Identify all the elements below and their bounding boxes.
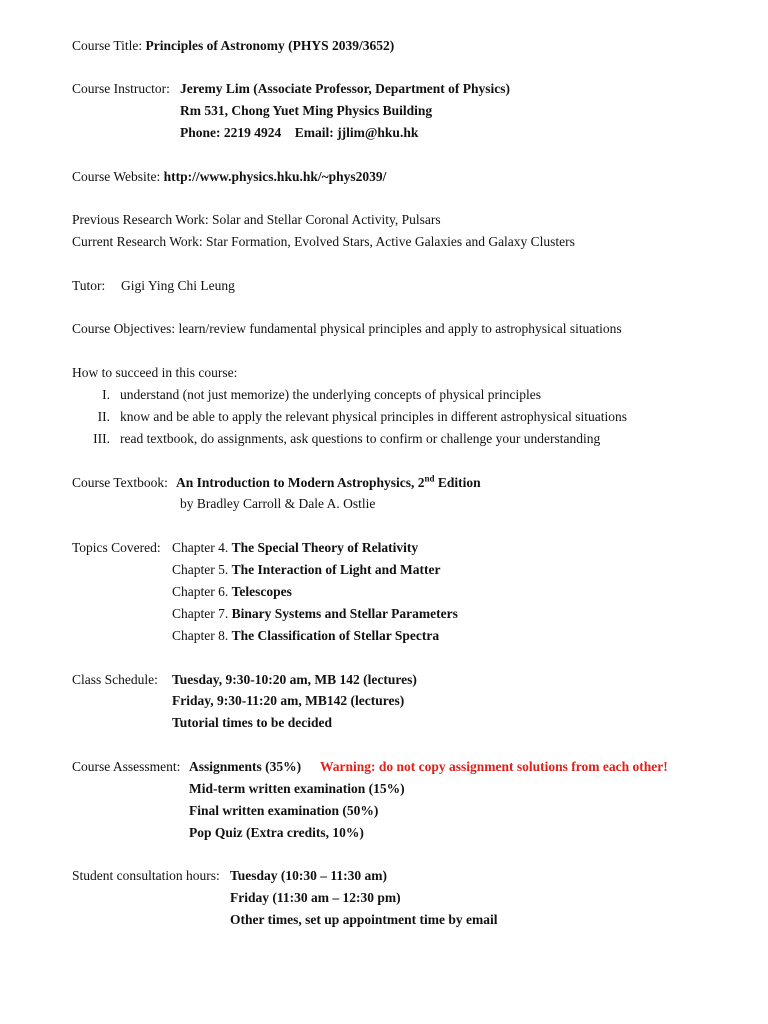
objectives-value: learn/review fundamental physical principles and apply to astrophysical situations	[178, 321, 622, 336]
topic-title: The Special Theory of Relativity	[231, 540, 419, 555]
list-text: know and be able to apply the relevant physical principles in different astrophysical situations	[120, 409, 627, 424]
assessment-line: Assignments (35%)	[189, 759, 302, 774]
topic-item	[172, 539, 418, 557]
consultation-line: Friday (11:30 am – 12:30 pm)	[230, 890, 401, 905]
topic-chapter: Chapter 7.	[172, 606, 229, 621]
topic-chapter: Chapter 6.	[172, 584, 229, 599]
objectives-row	[72, 320, 622, 338]
textbook-edition-sup: nd	[424, 473, 435, 484]
topic-chapter: Chapter 8.	[172, 628, 229, 643]
instructor-label: Course Instructor:	[72, 81, 170, 96]
topic-item	[172, 627, 439, 645]
topic-chapter: Chapter 4.	[172, 540, 229, 555]
schedule-line: Friday, 9:30-11:20 am, MB142 (lectures)	[172, 693, 405, 708]
succeed-item	[70, 386, 541, 404]
succeed-item	[70, 408, 627, 426]
textbook-authors: by Bradley Carroll & Dale A. Ostlie	[180, 496, 376, 511]
website-link[interactable]: http://www.physics.hku.hk/~phys2039/	[163, 169, 387, 184]
website-label: Course Website:	[72, 169, 161, 184]
assessment-label: Course Assessment:	[72, 759, 181, 774]
topic-item	[172, 561, 440, 579]
instructor-contact: Phone: 2219 4924 Email: jjlim@hku.hk	[180, 125, 419, 140]
topic-item	[172, 605, 458, 623]
course-title-value: Principles of Astronomy (PHYS 2039/3652)	[145, 38, 395, 53]
previous-research: Previous Research Work: Solar and Stellar Coronal Activity, Pulsars	[72, 212, 441, 227]
website-row	[72, 168, 386, 186]
schedule-label: Class Schedule:	[72, 672, 158, 687]
topic-item	[172, 583, 292, 601]
current-research: Current Research Work: Star Formation, Evolved Stars, Active Galaxies and Galaxy Clusters	[72, 234, 575, 249]
list-text: read textbook, do assignments, ask questions to confirm or challenge your understanding	[120, 431, 601, 446]
textbook-edition-text: Edition	[434, 475, 481, 490]
topic-title: The Classification of Stellar Spectra	[231, 628, 440, 643]
list-number: II.	[97, 409, 110, 424]
consultation-label: Student consultation hours:	[72, 868, 220, 883]
course-title-row	[72, 37, 394, 55]
objectives-label: Course Objectives:	[72, 321, 176, 336]
textbook-title	[176, 474, 481, 492]
list-number: III.	[93, 431, 110, 446]
assessment-line: Pop Quiz (Extra credits, 10%)	[189, 825, 364, 840]
schedule-line: Tuesday, 9:30-10:20 am, MB 142 (lectures)	[172, 672, 417, 687]
tutor-label: Tutor:	[72, 278, 106, 293]
topics-label: Topics Covered:	[72, 540, 161, 555]
assessment-line: Mid-term written examination (15%)	[189, 781, 405, 796]
topic-chapter: Chapter 5.	[172, 562, 229, 577]
consultation-line: Tuesday (10:30 – 11:30 am)	[230, 868, 388, 883]
tutor-name: Gigi Ying Chi Leung	[121, 278, 235, 293]
schedule-line: Tutorial times to be decided	[172, 715, 332, 730]
instructor-name: Jeremy Lim (Associate Professor, Department of Physics)	[180, 81, 511, 96]
topic-title: Telescopes	[231, 584, 292, 599]
succeed-heading: How to succeed in this course:	[72, 365, 238, 380]
course-title-label: Course Title:	[72, 38, 143, 53]
list-text: understand (not just memorize) the underlying concepts of physical principles	[120, 387, 542, 402]
topic-title: Binary Systems and Stellar Parameters	[231, 606, 458, 621]
instructor-office: Rm 531, Chong Yuet Ming Physics Building	[180, 103, 433, 118]
assessment-line: Final written examination (50%)	[189, 803, 379, 818]
list-number: I.	[102, 387, 110, 402]
textbook-label: Course Textbook:	[72, 475, 168, 490]
succeed-item	[70, 430, 600, 448]
consultation-line: Other times, set up appointment time by email	[230, 912, 498, 927]
textbook-title-text: An Introduction to Modern Astrophysics, 2	[176, 475, 425, 490]
topic-title: The Interaction of Light and Matter	[231, 562, 441, 577]
assessment-warning: Warning: do not copy assignment solutions from each other!	[320, 759, 668, 774]
